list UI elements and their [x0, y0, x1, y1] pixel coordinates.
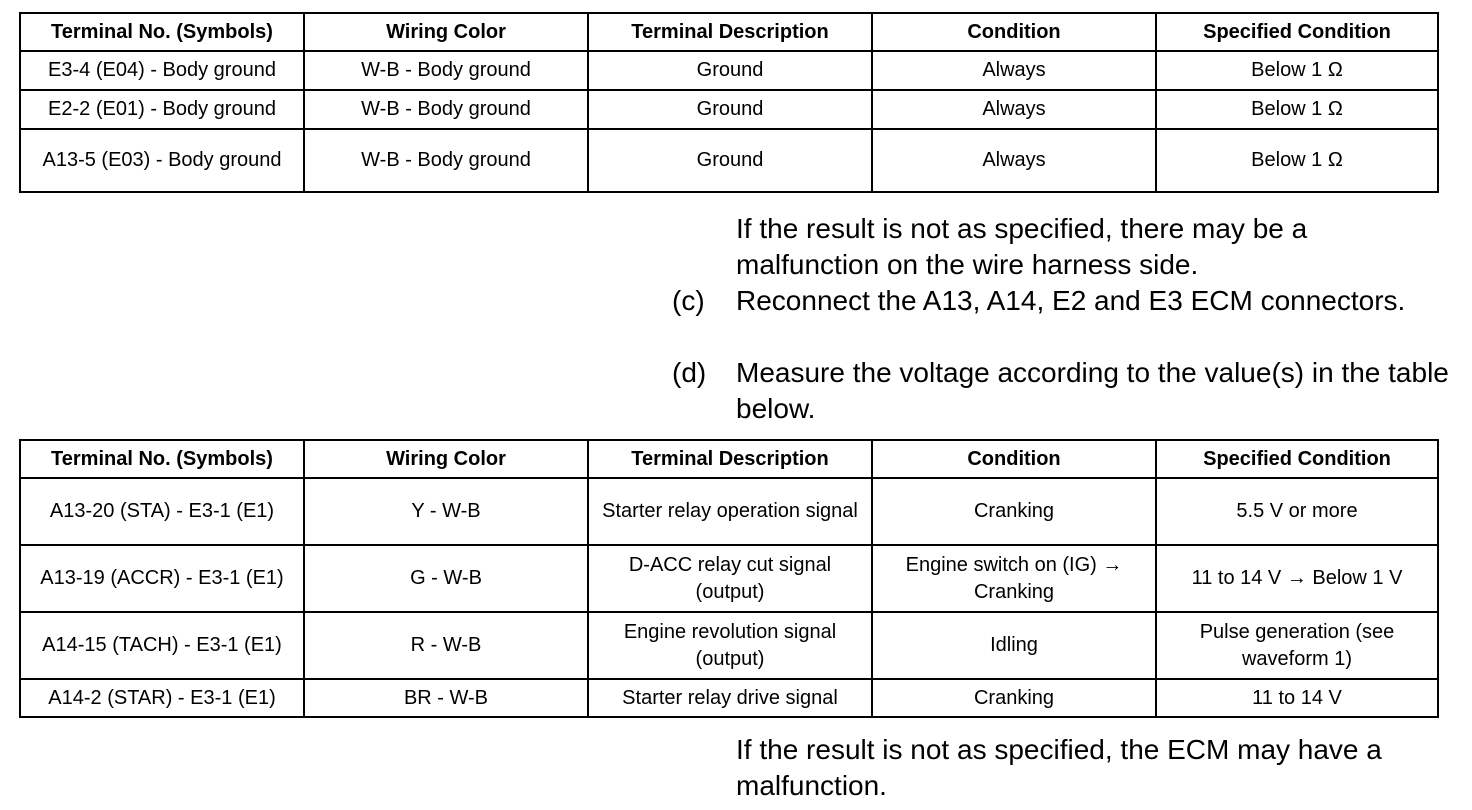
cell-terminal-description: Engine revolution signal (output) — [588, 612, 872, 679]
cell-condition: Cranking — [872, 679, 1156, 717]
step-c-marker: (c) — [672, 285, 705, 316]
cell-wiring-color: Y - W-B — [304, 478, 588, 545]
cell-condition: Idling — [872, 612, 1156, 679]
cell-specified-condition: 11 to 14 V → Below 1 V — [1156, 545, 1438, 612]
cell-specified-condition: Below 1 Ω — [1156, 51, 1438, 90]
table-header-row — [20, 13, 1438, 51]
cell-terminal-description: Starter relay operation signal — [588, 478, 872, 545]
ground-terminal-table — [19, 12, 1439, 193]
voltage-terminal-table — [19, 439, 1439, 718]
step-d-marker: (d) — [672, 357, 707, 388]
table-row — [20, 545, 1438, 612]
table-header-row — [20, 440, 1438, 478]
cell-terminal-description: Ground — [588, 129, 872, 192]
header-terminal: Terminal No. (Symbols) — [20, 440, 304, 478]
cell-terminal: E2-2 (E01) - Body ground — [20, 90, 304, 129]
cell-terminal: A14-2 (STAR) - E3-1 (E1) — [20, 679, 304, 717]
cell-wiring-color: G - W-B — [304, 545, 588, 612]
cell-wiring-color: W-B - Body ground — [304, 129, 588, 192]
cell-terminal-description: D-ACC relay cut signal (output) — [588, 545, 872, 612]
cell-specified-condition: Below 1 Ω — [1156, 90, 1438, 129]
header-wiring-color: Wiring Color — [304, 440, 588, 478]
table-row — [20, 679, 1438, 717]
header-terminal-description: Terminal Description — [588, 13, 872, 51]
cell-condition: Always — [872, 129, 1156, 192]
cell-specified-condition: Below 1 Ω — [1156, 129, 1438, 192]
step-c-text: Reconnect the A13, A14, E2 and E3 ECM connectors. — [736, 285, 1406, 316]
header-specified-condition: Specified Condition — [1156, 440, 1438, 478]
cell-condition: Always — [872, 51, 1156, 90]
header-wiring-color: Wiring Color — [304, 13, 588, 51]
step-d-text: Measure the voltage according to the value(s) in the table below. — [736, 357, 1449, 424]
cell-specified-condition: Pulse generation (see waveform 1) — [1156, 612, 1438, 679]
table-row — [20, 129, 1438, 192]
cell-condition: Engine switch on (IG) → Cranking — [872, 545, 1156, 612]
cell-specified-condition: 11 to 14 V — [1156, 679, 1438, 717]
table-row — [20, 90, 1438, 129]
cell-wiring-color: R - W-B — [304, 612, 588, 679]
header-terminal: Terminal No. (Symbols) — [20, 13, 304, 51]
note-wire-harness: If the result is not as specified, there may be a malfunction on the wire harness side. — [736, 213, 1308, 280]
header-specified-condition: Specified Condition — [1156, 13, 1438, 51]
cell-wiring-color: W-B - Body ground — [304, 90, 588, 129]
header-condition: Condition — [872, 440, 1156, 478]
cell-terminal-description: Ground — [588, 90, 872, 129]
cell-terminal: A13-19 (ACCR) - E3-1 (E1) — [20, 545, 304, 612]
table-row — [20, 478, 1438, 545]
cell-terminal: A13-20 (STA) - E3-1 (E1) — [20, 478, 304, 545]
cell-specified-condition: 5.5 V or more — [1156, 478, 1438, 545]
note-ecm-malfunction: If the result is not as specified, the ECM may have a malfunction. — [736, 734, 1382, 801]
cell-terminal-description: Ground — [588, 51, 872, 90]
header-terminal-description: Terminal Description — [588, 440, 872, 478]
cell-terminal: A14-15 (TACH) - E3-1 (E1) — [20, 612, 304, 679]
cell-condition: Cranking — [872, 478, 1156, 545]
cell-wiring-color: BR - W-B — [304, 679, 588, 717]
cell-condition: Always — [872, 90, 1156, 129]
cell-terminal-description: Starter relay drive signal — [588, 679, 872, 717]
cell-wiring-color: W-B - Body ground — [304, 51, 588, 90]
cell-terminal: E3-4 (E04) - Body ground — [20, 51, 304, 90]
table-row — [20, 612, 1438, 679]
header-condition: Condition — [872, 13, 1156, 51]
table-row — [20, 51, 1438, 90]
cell-terminal: A13-5 (E03) - Body ground — [20, 129, 304, 192]
